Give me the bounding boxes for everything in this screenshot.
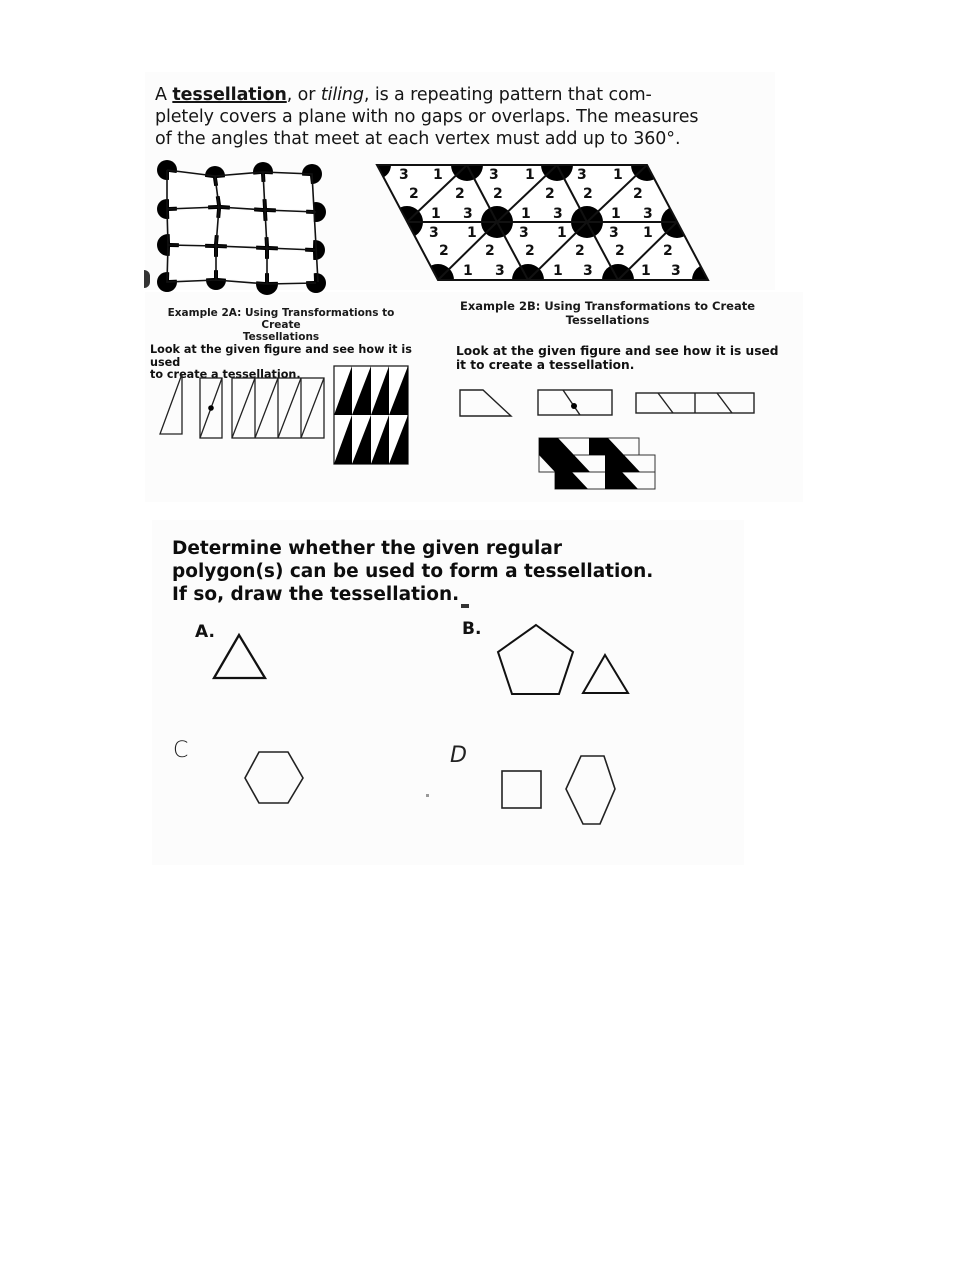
svg-text:3: 3 bbox=[429, 225, 439, 241]
svg-text:3: 3 bbox=[553, 206, 563, 222]
part-d-shapes bbox=[500, 753, 620, 825]
example-2b-title-line-2: Tessellations bbox=[565, 312, 650, 327]
svg-text:3: 3 bbox=[671, 263, 681, 279]
svg-text:1: 1 bbox=[557, 225, 567, 241]
trapezoid-shape bbox=[460, 390, 511, 416]
svg-text:2: 2 bbox=[545, 186, 555, 202]
tiling-term: tiling bbox=[320, 85, 364, 105]
part-a-shapes bbox=[212, 633, 268, 680]
svg-text:3: 3 bbox=[577, 167, 587, 183]
numbered-triangle-tessellation-figure bbox=[375, 165, 710, 283]
svg-text:1: 1 bbox=[433, 167, 443, 183]
right-triangle-shape bbox=[160, 374, 182, 434]
triangle-shape bbox=[583, 655, 628, 693]
quadrilateral-tessellation-figure bbox=[160, 166, 325, 286]
svg-text:1: 1 bbox=[613, 167, 623, 183]
part-c-label: C bbox=[173, 738, 189, 763]
svg-text:3: 3 bbox=[583, 263, 593, 279]
scan-artifact-dots bbox=[461, 604, 464, 608]
svg-text:2: 2 bbox=[409, 186, 419, 202]
svg-text:1: 1 bbox=[553, 263, 563, 279]
example-2a-text-line-2: to create a tessellation. bbox=[150, 368, 301, 381]
svg-text:1: 1 bbox=[641, 263, 651, 279]
svg-text:1: 1 bbox=[467, 225, 477, 241]
svg-text:2: 2 bbox=[455, 186, 465, 202]
shaded-triangle-tessellation bbox=[334, 366, 408, 464]
example-2b-figures bbox=[458, 386, 758, 492]
definition-line-3: of the angles that meet at each vertex must add up to 360°. bbox=[155, 129, 681, 149]
svg-text:2: 2 bbox=[633, 186, 643, 202]
svg-text:1: 1 bbox=[521, 206, 531, 222]
example-2b-title-line-1: Example 2B: Using Transformations to Create bbox=[459, 299, 756, 313]
example-2b-title bbox=[455, 300, 760, 327]
svg-text:3: 3 bbox=[609, 225, 619, 241]
svg-text:1: 1 bbox=[643, 225, 653, 241]
trapezoid-pair-rectangle bbox=[538, 390, 612, 415]
svg-text:2: 2 bbox=[615, 243, 625, 259]
example-2a-title-line-2: Tessellations bbox=[242, 331, 320, 343]
svg-text:2: 2 bbox=[439, 243, 449, 259]
part-c-shapes bbox=[243, 751, 305, 805]
question-line-1: Determine whether the given regular bbox=[172, 538, 562, 559]
svg-text:2: 2 bbox=[493, 186, 503, 202]
svg-text:3: 3 bbox=[495, 263, 505, 279]
part-d-label: D bbox=[450, 743, 467, 768]
question-line-2: polygon(s) can be used to form a tessellation. bbox=[172, 561, 654, 582]
example-2a-figures bbox=[158, 366, 413, 468]
svg-text:1: 1 bbox=[525, 167, 535, 183]
example-2b-instructions bbox=[456, 344, 786, 372]
triangle-shape bbox=[214, 635, 265, 678]
svg-text:2: 2 bbox=[485, 243, 495, 259]
definition-line-2: pletely covers a plane with no gaps or overlaps. The measures bbox=[155, 107, 699, 127]
question-line-3: If so, draw the tessellation. bbox=[172, 584, 460, 605]
example-2a-title bbox=[150, 307, 412, 343]
svg-text:1: 1 bbox=[463, 263, 473, 279]
shaded-trapezoid-tessellation bbox=[539, 438, 655, 489]
example-2a-title-line-1: Example 2A: Using Transformations to Create bbox=[167, 307, 395, 331]
svg-text:3: 3 bbox=[463, 206, 473, 222]
part-b-shapes bbox=[497, 624, 632, 696]
tessellation-definition bbox=[155, 84, 755, 150]
svg-text:2: 2 bbox=[525, 243, 535, 259]
svg-text:3: 3 bbox=[643, 206, 653, 222]
part-a-label: A. bbox=[195, 622, 215, 642]
tessellation-question bbox=[172, 537, 653, 606]
svg-text:2: 2 bbox=[583, 186, 593, 202]
svg-text:3: 3 bbox=[519, 225, 529, 241]
part-b-label: B. bbox=[462, 619, 482, 639]
tessellation-term: tessellation bbox=[172, 85, 287, 105]
svg-text:3: 3 bbox=[489, 167, 499, 183]
example-2b-text-line-2: it to create a tessellation. bbox=[456, 358, 635, 372]
example-2a-text-line-1: Look at the given figure and see how it is used bbox=[150, 343, 412, 369]
svg-text:2: 2 bbox=[575, 243, 585, 259]
svg-text:1: 1 bbox=[431, 206, 441, 222]
example-2b-text-line-1: Look at the given figure and see how it is used bbox=[456, 344, 779, 358]
svg-text:1: 1 bbox=[611, 206, 621, 222]
definition-line-1: A tessellation, or tiling, is a repeating pattern that com- bbox=[155, 85, 652, 105]
hexagon-shape bbox=[566, 756, 615, 824]
hexagon-shape bbox=[245, 752, 303, 803]
svg-text:2: 2 bbox=[663, 243, 673, 259]
svg-text:3: 3 bbox=[399, 167, 409, 183]
scan-speck bbox=[426, 794, 429, 797]
pentagon-shape bbox=[498, 625, 573, 694]
square-shape bbox=[502, 771, 541, 808]
